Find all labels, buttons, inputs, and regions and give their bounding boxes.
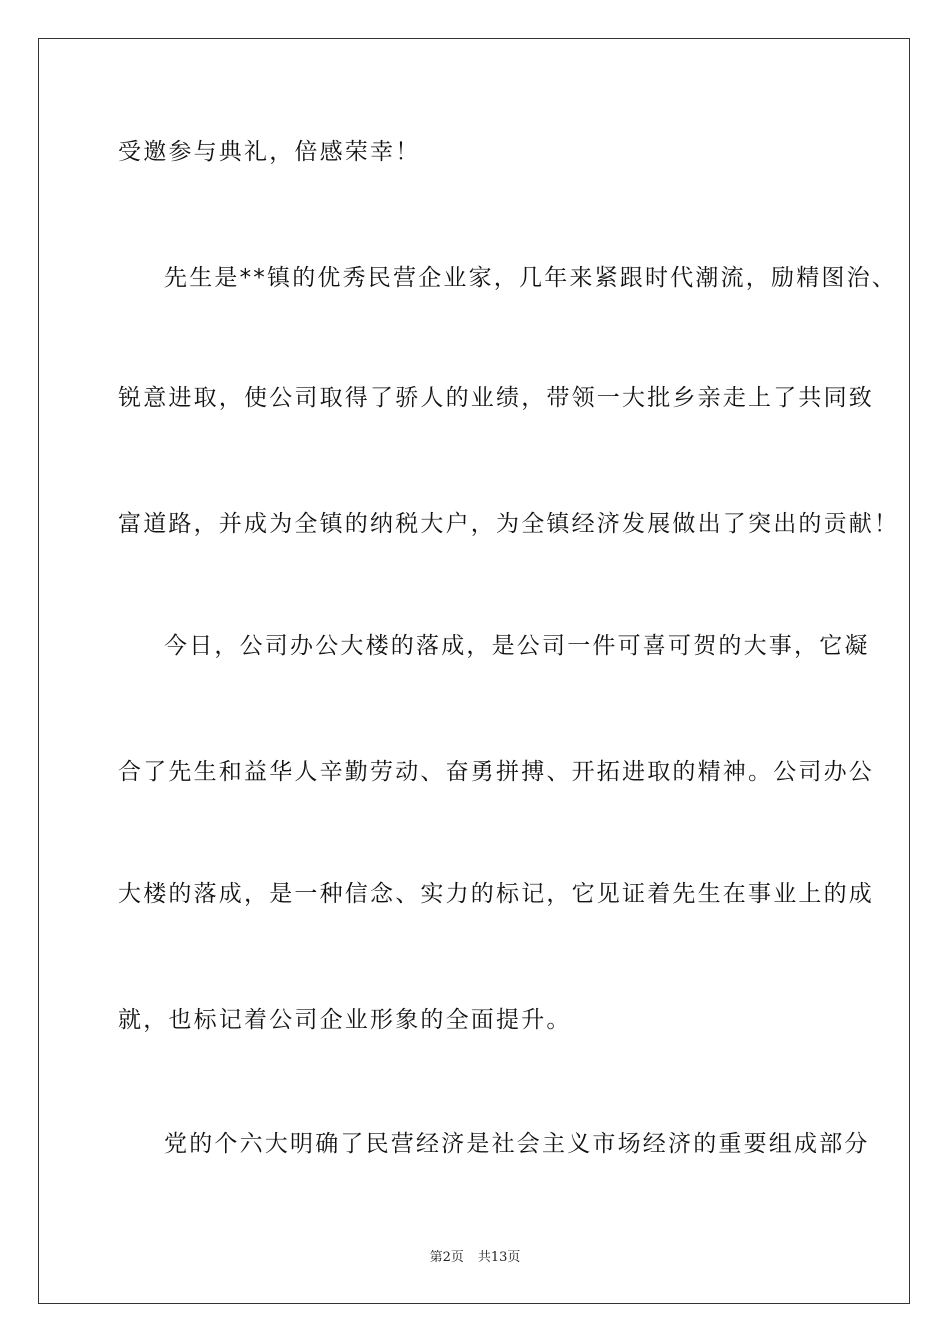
text-line: 富道路，并成为全镇的纳税大户，为全镇经济发展做出了突出的贡献！: [118, 511, 900, 537]
text-line: 今日，公司办公大楼的落成，是公司一件可喜可贺的大事，它凝: [164, 633, 870, 659]
text-line: 就，也标记着公司企业形象的全面提升。: [118, 1007, 572, 1033]
text-line: 党的个六大明确了民营经济是社会主义市场经济的重要组成部分: [164, 1131, 870, 1157]
text-line: 锐意进取，使公司取得了骄人的业绩，带领一大批乡亲走上了共同致: [118, 385, 874, 411]
text-line: 受邀参与典礼，倍感荣幸！: [118, 139, 421, 165]
page-border: [38, 38, 910, 1304]
text-line: 先生是**镇的优秀民营企业家，几年来紧跟时代潮流，励精图治、: [164, 265, 897, 291]
text-line: 大楼的落成，是一种信念、实力的标记，它见证着先生在事业上的成: [118, 881, 874, 907]
page-footer: [0, 1246, 950, 1265]
page-number: 第2页: [429, 1250, 464, 1265]
text-line: 合了先生和益华人辛勤劳动、奋勇拼搏、开拓进取的精神。公司办公: [118, 759, 874, 785]
total-pages: 共13页: [477, 1250, 521, 1265]
